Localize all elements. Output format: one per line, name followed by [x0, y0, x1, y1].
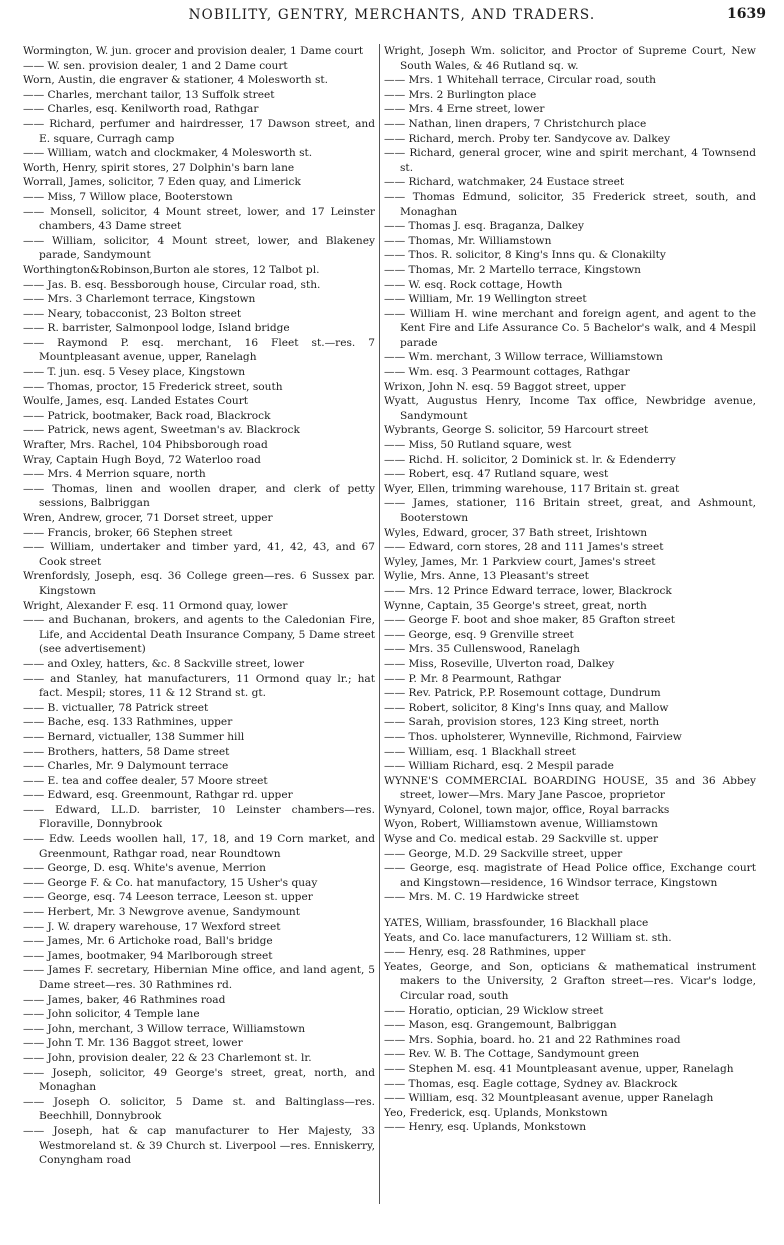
directory-entry: Woulfe, James, esq. Landed Estates Court	[23, 395, 249, 408]
directory-entry: —— Mrs. 12 Prince Edward terrace, lower, Blackrock	[384, 584, 672, 597]
directory-entry: Wyer, Ellen, trimming warehouse, 117 Britain st. great	[384, 482, 680, 495]
directory-entry: —— Edward, LL.D. barrister, 10 Leinster chambers—res. Floraville, Donnybrook	[23, 803, 375, 831]
directory-entry: —— Mrs. 1 Whitehall terrace, Circular road, south	[384, 74, 657, 87]
directory-entry: —— and Stanley, hat manufacturers, 11 Ormond quay lr.; hat fact. Mespil; stores, 11 & 12 Strand st. gt.	[23, 672, 375, 700]
directory-entry: Worthington&Robinson,Burton ale stores, 12 Talbot pl.	[23, 263, 320, 276]
directory-entry: —— George F. boot and shoe maker, 85 Grafton street	[384, 614, 675, 627]
directory-entry: Wormington, W. jun. grocer and provision dealer, 1 Dame court	[23, 45, 364, 57]
directory-entry: —— Mason, esq. Grangemount, Balbriggan	[384, 1019, 617, 1032]
directory-entry: —— Francis, broker, 66 Stephen street	[23, 526, 233, 539]
directory-entry: —— Neary, tobacconist, 23 Bolton street	[23, 307, 242, 320]
directory-entry: —— Herbert, Mr. 3 Newgrove avenue, Sandymount	[23, 906, 300, 919]
directory-entry: —— Edw. Leeds woollen hall, 17, 18, and 19 Corn market, and Greenmount, Rathgar road, near Roundtown	[23, 833, 375, 860]
directory-entry: Wright, Alexander F. esq. 11 Ormond quay, lower	[23, 599, 288, 612]
directory-entry: —— Thomas J. esq. Braganza, Dalkey	[384, 220, 584, 233]
directory-entry: Wrenfordsly, Joseph, esq. 36 College green—res. 6 Sussex par. Kingstown	[23, 570, 375, 597]
directory-entry: —— B. victualler, 78 Patrick street	[23, 701, 209, 714]
directory-entry: —— Edward, corn stores, 28 and 111 James's street	[384, 541, 664, 554]
directory-entry: —— John T. Mr. 136 Baggot street, lower	[23, 1037, 243, 1050]
directory-entry: —— Charles, merchant tailor, 13 Suffolk street	[23, 88, 275, 101]
directory-entry: —— and Buchanan, brokers, and agents to the Caledonian Fire, Life, and Accidental Death Insurance Company, 5 Dame street (see advertisement)	[23, 614, 375, 656]
directory-entry: —— James, Mr. 6 Artichoke road, Ball's bridge	[23, 935, 273, 948]
directory-entry: Worn, Austin, die engraver & stationer, 4 Molesworth st.	[23, 74, 329, 87]
directory-entry: —— Miss, 7 Willow place, Booterstown	[23, 190, 233, 203]
directory-entry: —— Thos. upholsterer, Wynneville, Richmond, Fairview	[384, 730, 682, 743]
directory-entry: WYNNE'S COMMERCIAL BOARDING HOUSE, 35 and 36 Abbey street, lower—Mrs. Mary Jane Pascoe, proprietor	[384, 774, 756, 802]
directory-entry: —— R. barrister, Salmonpool lodge, Island bridge	[23, 322, 290, 335]
directory-entry: —— George, D. esq. White's avenue, Merrion	[23, 862, 266, 875]
directory-entry: —— Wm. esq. 3 Pearmount cottages, Rathgar	[384, 366, 630, 379]
directory-entry: Wyley, James, Mr. 1 Parkview court, James's street	[384, 555, 656, 568]
directory-entry: —— George, esq. magistrate of Head Police office, Exchange court and Kingstown—residence, 16 Windsor terrace, Kingstown	[384, 862, 756, 889]
directory-entry: —— Horatio, optician, 29 Wicklow street	[384, 1004, 604, 1017]
page-number: 1639	[727, 6, 766, 22]
directory-entry: —— Mrs. 3 Charlemont terrace, Kingstown	[23, 293, 256, 306]
directory-entry: —— W. esq. Rock cottage, Howth	[384, 278, 563, 291]
directory-entry: —— George, M.D. 29 Sackville street, upper	[384, 847, 623, 860]
directory-entry: —— Patrick, news agent, Sweetman's av. Blackrock	[23, 424, 300, 437]
directory-entry: —— Bernard, victualler, 138 Summer hill	[23, 730, 245, 743]
directory-entry: —— John, provision dealer, 22 & 23 Charlemont st. lr.	[23, 1051, 312, 1064]
directory-entry: —— William, Mr. 19 Wellington street	[384, 293, 587, 306]
directory-entry: —— John solicitor, 4 Temple lane	[23, 1008, 200, 1021]
directory-entry: Wrixon, John N. esq. 59 Baggot street, upper	[384, 380, 626, 393]
directory-entry: Wyles, Edward, grocer, 37 Bath street, Irishtown	[384, 526, 648, 539]
directory-entry: —— Robert, solicitor, 8 King's Inns quay, and Mallow	[384, 701, 669, 714]
directory-entry: —— Thomas, Mr. 2 Martello terrace, Kingstown	[384, 263, 641, 276]
directory-entry: —— Edward, esq. Greenmount, Rathgar rd. upper	[23, 789, 293, 802]
directory-entry: Yeo, Frederick, esq. Uplands, Monkstown	[384, 1106, 608, 1119]
directory-entry: Wrafter, Mrs. Rachel, 104 Phibsborough road	[23, 439, 268, 452]
directory-entry: Wyse and Co. medical estab. 29 Sackville st. upper	[384, 833, 659, 846]
directory-entry: —— Richd. H. solicitor, 2 Dominick st. lr. & Edenderry	[384, 453, 676, 466]
directory-entry: —— Joseph, solicitor, 49 George's street, great, north, and Monaghan	[23, 1066, 375, 1094]
directory-entry: —— Miss, 50 Rutland square, west	[384, 439, 572, 452]
directory-entry: —— William, esq. 32 Mountpleasant avenue, upper Ranelagh	[384, 1092, 714, 1105]
directory-entry: —— Henry, esq. 28 Rathmines, upper	[384, 946, 586, 959]
directory-entry: —— George F. & Co. hat manufactory, 15 Usher's quay	[23, 876, 318, 889]
directory-entry: —— Richard, general grocer, wine and spirit merchant, 4 Townsend st.	[384, 147, 756, 174]
directory-entry: —— Rev. W. B. The Cottage, Sandymount green	[384, 1048, 640, 1061]
directory-entry: —— William Richard, esq. 2 Mespil parade	[384, 760, 614, 773]
directory-entry: —— Thomas, esq. Eagle cottage, Sydney av. Blackrock	[384, 1077, 678, 1090]
directory-entry: —— Joseph, hat & cap manufacturer to Her Majesty, 33 Westmoreland st. & 39 Church st. Liverpool —res. Enniskerry, Conyngham road	[23, 1124, 375, 1167]
directory-entry: —— P. Mr. 8 Pearmount, Rathgar	[384, 672, 561, 685]
directory-entry: —— James, stationer, 116 Britain street, great, and Ashmount, Booterstown	[384, 497, 756, 524]
directory-entry: —— Jas. B. esq. Bessborough house, Circular road, sth.	[23, 278, 321, 291]
directory-entry: —— Thomas, linen and woollen draper, and clerk of petty sessions, Balbriggan	[23, 482, 375, 510]
directory-entry: —— William, undertaker and timber yard, 41, 42, 43, and 67 Cook street	[23, 541, 375, 568]
directory-entry: Wynyard, Colonel, town major, office, Royal barracks	[384, 803, 670, 816]
directory-entry: Yeates, George, and Son, opticians & mathematical instrument makers to the University, 2 Grafton street—res. Vicar's lodge, Circular road, south	[384, 960, 756, 1002]
directory-entry: —— Miss, Roseville, Ulverton road, Dalkey	[384, 657, 615, 670]
directory-entry: —— Henry, esq. Uplands, Monkstown	[384, 1121, 587, 1134]
directory-entry: —— E. tea and coffee dealer, 57 Moore street	[23, 774, 268, 787]
directory-entry: —— Monsell, solicitor, 4 Mount street, lower, and 17 Leinster chambers, 43 Dame street	[23, 205, 375, 233]
directory-entry: —— James F. secretary, Hibernian Mine office, and land agent, 5 Dame street—res. 30 Rathmines rd.	[23, 964, 375, 991]
directory-entry: Wren, Andrew, grocer, 71 Dorset street, upper	[23, 512, 273, 524]
directory-entry: —— Charles, Mr. 9 Dalymount terrace	[23, 760, 229, 773]
directory-entry: Worth, Henry, spirit stores, 27 Dolphin's barn lane	[23, 161, 295, 174]
directory-entry: —— Richard, merch. Proby ter. Sandycove av. Dalkey	[384, 132, 671, 145]
directory-entry: Wyon, Robert, Williamstown avenue, Williamstown	[384, 818, 658, 831]
directory-entry: —— Thomas, Mr. Williamstown	[384, 234, 552, 247]
directory-entry: Wybrants, George S. solicitor, 59 Harcourt street	[384, 424, 649, 437]
directory-entry: —— Wm. merchant, 3 Willow terrace, Williamstown	[384, 351, 663, 364]
directory-entry: —— William, watch and clockmaker, 4 Molesworth st.	[23, 147, 313, 160]
right-column	[384, 44, 756, 1135]
column-divider	[379, 44, 380, 1204]
directory-entry: —— George, esq. 74 Leeson terrace, Leeson st. upper	[23, 891, 313, 904]
directory-entry: —— Mrs. 4 Merrion square, north	[23, 468, 206, 481]
directory-entry: —— Robert, esq. 47 Rutland square, west	[384, 468, 609, 481]
directory-entry: —— Patrick, bootmaker, Back road, Blackrock	[23, 409, 271, 422]
directory-entry: —— Charles, esq. Kenilworth road, Rathgar	[23, 103, 259, 116]
directory-entry: —— Mrs. Sophia, board. ho. 21 and 22 Rathmines road	[384, 1033, 681, 1046]
directory-entry: Wylie, Mrs. Anne, 13 Pleasant's street	[384, 570, 589, 583]
directory-entry: —— Raymond P. esq. merchant, 16 Fleet st.—res. 7 Mountpleasant avenue, upper, Ranelagh	[23, 336, 375, 364]
running-title: NOBILITY, GENTRY, MERCHANTS, AND TRADERS.	[188, 7, 596, 23]
directory-entry: —— James, bootmaker, 94 Marlborough street	[23, 949, 273, 962]
page-header	[0, 6, 784, 28]
directory-entry: —— William H. wine merchant and foreign agent, and agent to the Kent Fire and Life Assurance Co. 5 Bachelor's walk, and 4 Mespil parade	[384, 307, 756, 349]
directory-entry: —— J. W. drapery warehouse, 17 Wexford street	[23, 920, 281, 933]
directory-entry: —— Mrs. M. C. 19 Hardwicke street	[384, 891, 579, 904]
directory-entry: —— William, solicitor, 4 Mount street, lower, and Blakeney parade, Sandymount	[23, 234, 375, 262]
directory-entry: —— Mrs. 35 Cullenswood, Ranelagh	[384, 643, 580, 656]
directory-entry: —— Joseph O. solicitor, 5 Dame st. and Baltinglass—res. Beechhill, Donnybrook	[23, 1095, 375, 1123]
directory-entry: Wyatt, Augustus Henry, Income Tax office, Newbridge avenue, Sandymount	[384, 395, 756, 422]
directory-entry: —— Stephen M. esq. 41 Mountpleasant avenue, upper, Ranelagh	[384, 1062, 734, 1075]
directory-entry: Worrall, James, solicitor, 7 Eden quay, and Limerick	[23, 176, 301, 189]
directory-entry: YATES, William, brassfounder, 16 Blackhall place	[384, 917, 649, 930]
directory-entry: —— Richard, perfumer and hairdresser, 17 Dawson street, and E. square, Curragh camp	[23, 117, 375, 145]
directory-entry: —— Thomas Edmund, solicitor, 35 Frederick street, south, and Monaghan	[384, 190, 756, 218]
directory-entry: —— Thomas, proctor, 15 Frederick street, south	[23, 380, 283, 393]
directory-entry: —— Thos. R. solicitor, 8 King's Inns qu. & Clonakilty	[384, 249, 666, 262]
directory-entry: —— John, merchant, 3 Willow terrace, Williamstown	[23, 1022, 306, 1035]
directory-entry: Wright, Joseph Wm. solicitor, and Proctor of Supreme Court, New South Wales, & 46 Rutland sq. w.	[384, 45, 756, 72]
section-gap	[384, 905, 756, 916]
directory-entry: —— and Oxley, hatters, &c. 8 Sackville street, lower	[23, 657, 305, 670]
directory-entry: —— Sarah, provision stores, 123 King street, north	[384, 716, 660, 729]
directory-entry: —— Bache, esq. 133 Rathmines, upper	[23, 716, 233, 729]
directory-entry: —— W. sen. provision dealer, 1 and 2 Dame court	[23, 59, 288, 72]
directory-entry: —— T. jun. esq. 5 Vesey place, Kingstown	[23, 366, 246, 379]
directory-entry: —— Richard, watchmaker, 24 Eustace street	[384, 176, 625, 189]
directory-entry: —— William, esq. 1 Blackhall street	[384, 745, 576, 758]
directory-entry: —— George, esq. 9 Grenville street	[384, 628, 574, 641]
directory-entry: —— Nathan, linen drapers, 7 Christchurch place	[384, 117, 647, 130]
directory-entry: Wynne, Captain, 35 George's street, great, north	[384, 599, 647, 612]
directory-entry: —— Brothers, hatters, 58 Dame street	[23, 745, 230, 758]
directory-entry: —— Mrs. 4 Erne street, lower	[384, 103, 545, 116]
directory-entry: —— James, baker, 46 Rathmines road	[23, 993, 226, 1006]
directory-entry: —— Rev. Patrick, P.P. Rosemount cottage, Dundrum	[384, 687, 661, 700]
directory-entry: Wray, Captain Hugh Boyd, 72 Waterloo road	[23, 453, 261, 466]
left-column	[23, 44, 375, 1168]
directory-entry: Yeats, and Co. lace manufacturers, 12 William st. sth.	[384, 931, 672, 944]
directory-entry: —— Mrs. 2 Burlington place	[384, 88, 537, 101]
